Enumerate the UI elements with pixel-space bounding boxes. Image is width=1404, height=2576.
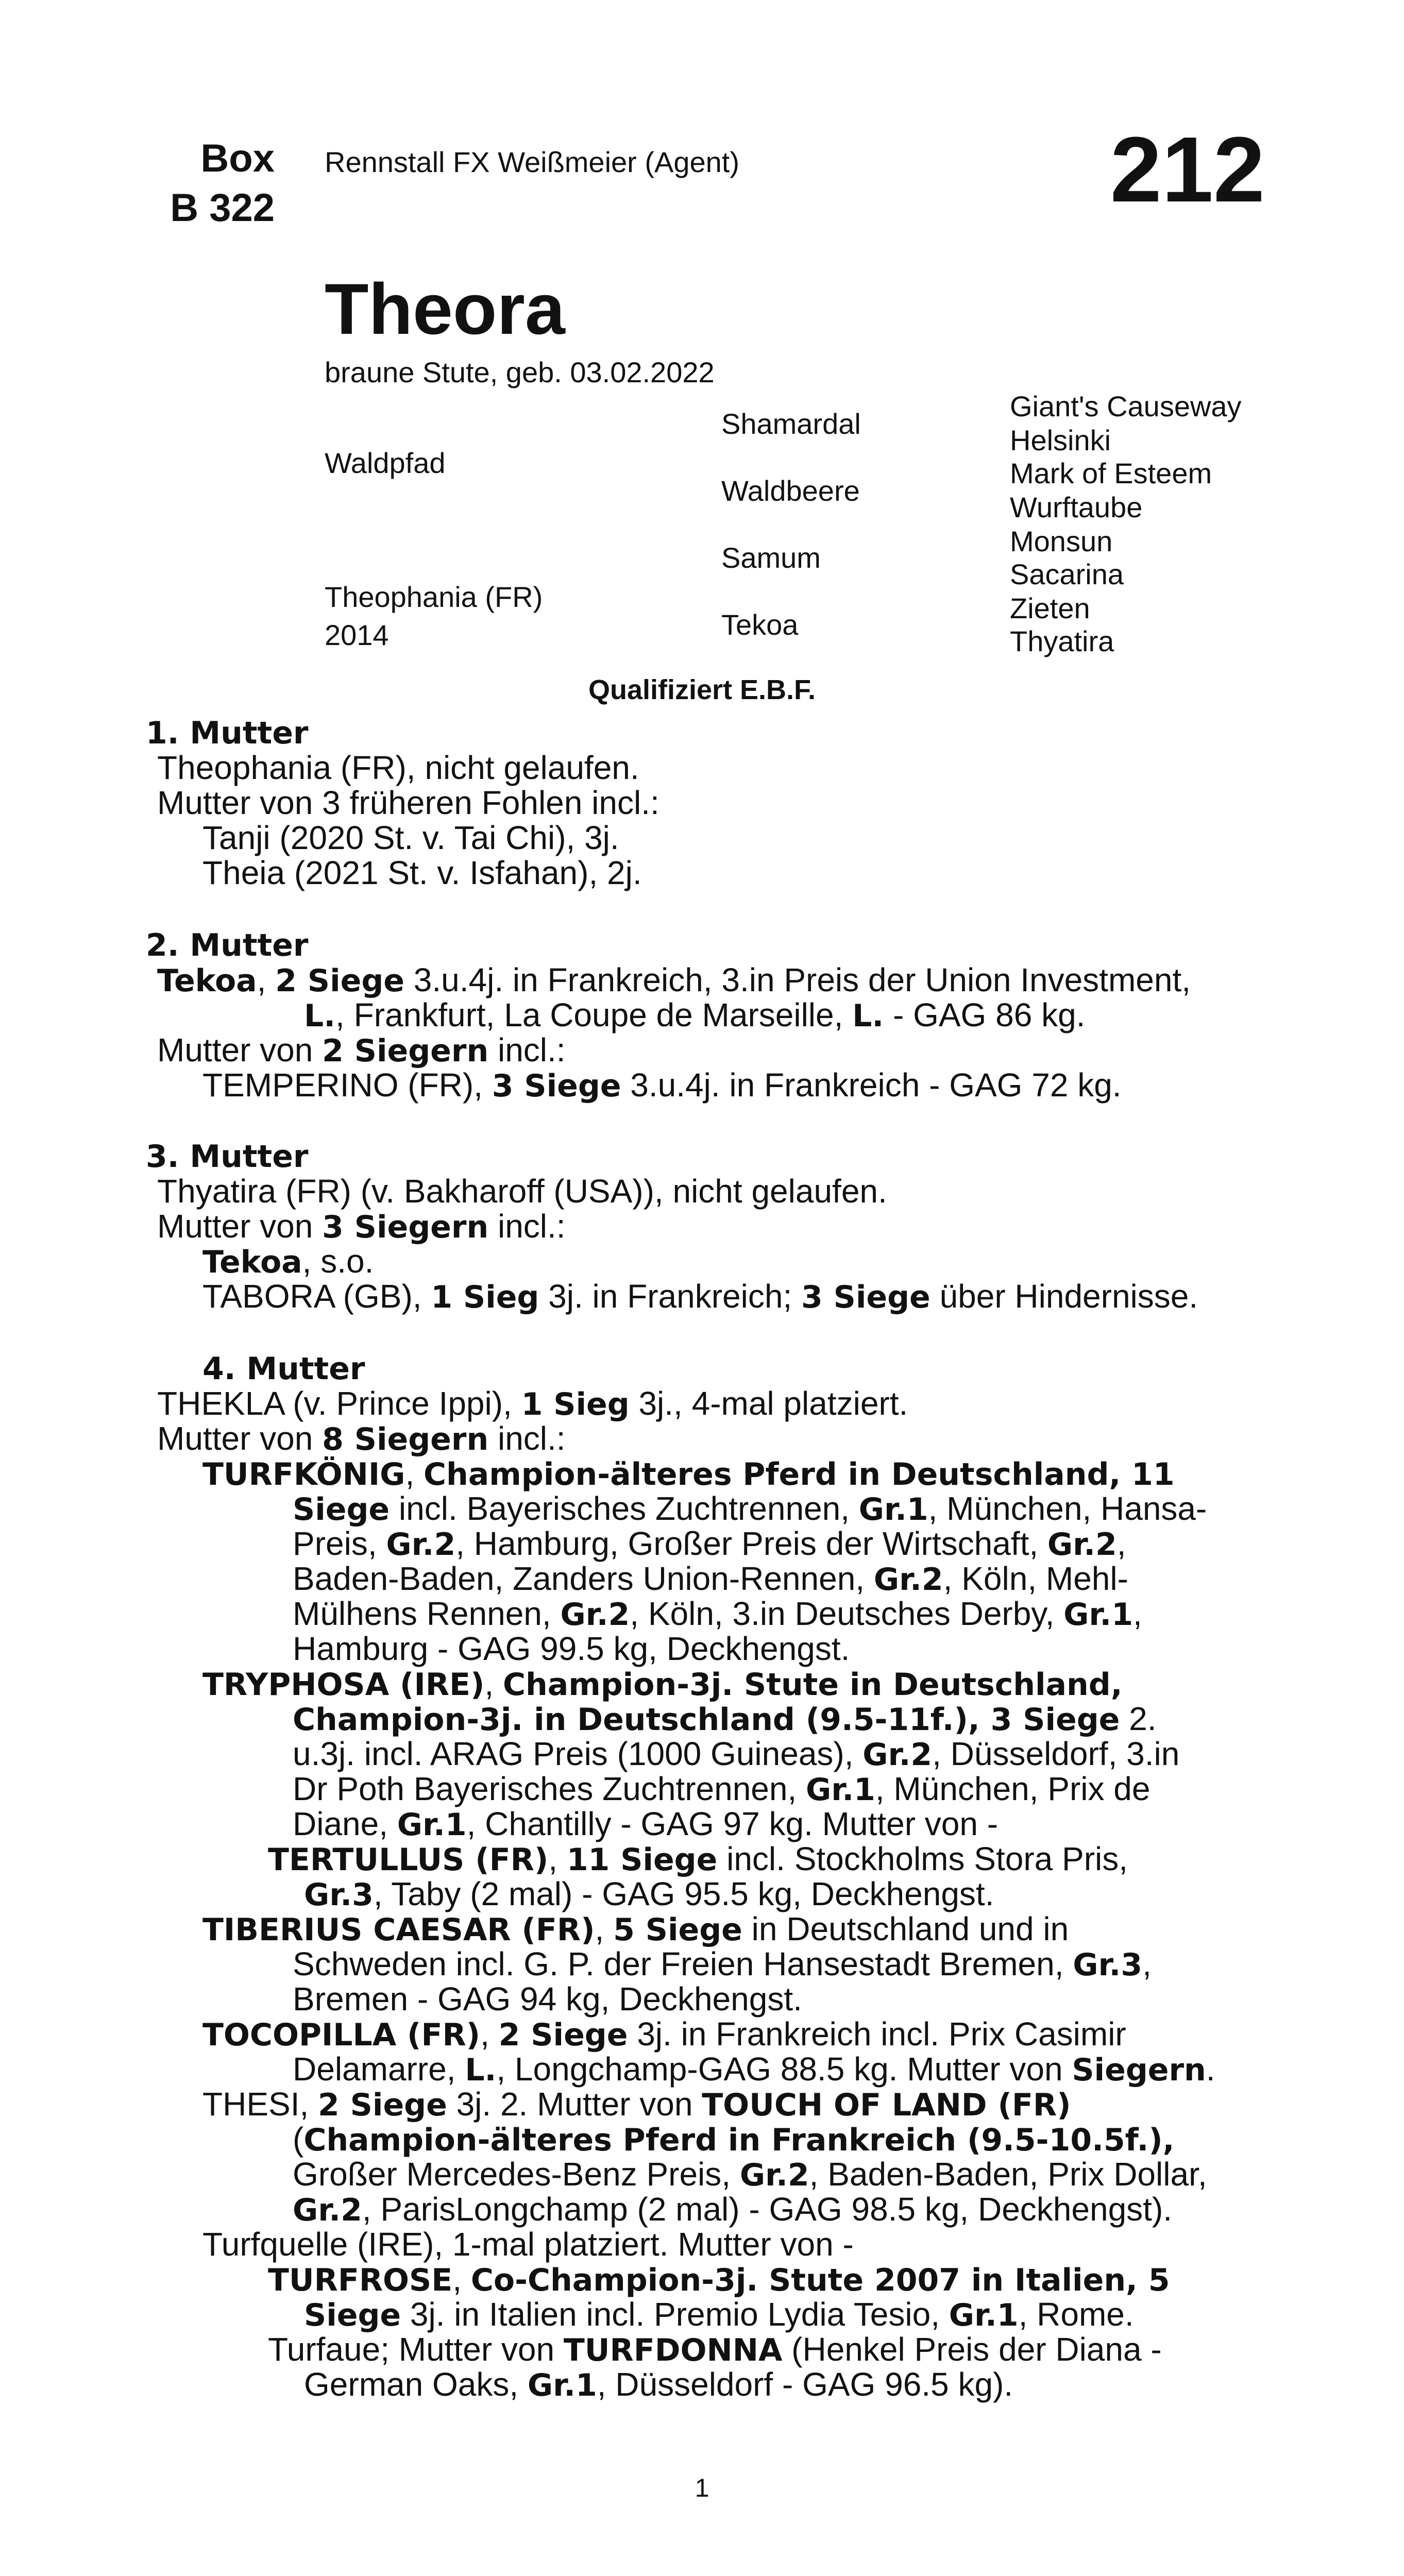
- entry-line: [304, 1876, 994, 1912]
- grade-bold: Gr.2: [1047, 1527, 1117, 1563]
- box-number: B 322: [170, 186, 275, 230]
- title-bold: Champion-3j. in Deutschland (9.5-11f.), 3 Siege: [293, 1702, 1120, 1738]
- text: über Hindernisse.: [930, 1278, 1198, 1315]
- entry-line: [268, 1841, 1128, 1877]
- section-title: 1. Mutter: [146, 715, 309, 751]
- text: Mutter von: [157, 1420, 323, 1457]
- text: incl.:: [488, 1420, 566, 1457]
- wins-bold: 1 Sieg: [521, 1386, 630, 1422]
- text: THEKLA (v. Prince Ippi),: [157, 1385, 521, 1422]
- horse-name-bold: TERTULLUS (FR): [268, 1842, 549, 1878]
- grade-bold: L.: [852, 998, 884, 1034]
- text: u.3j. incl. ARAG Preis (1000 Guineas),: [293, 1735, 863, 1772]
- pedigree-dam-year: 2014: [325, 619, 389, 651]
- entry-line: [293, 1491, 1207, 1527]
- entry-line: [202, 1456, 1175, 1492]
- entry-line: [293, 1526, 1126, 1562]
- text: , Frankfurt, La Coupe de Marseille,: [335, 996, 853, 1033]
- dam-line: Theophania (FR), nicht gelaufen.: [157, 749, 639, 786]
- dam-line: [157, 1209, 566, 1245]
- text: Delamarre,: [293, 2050, 465, 2088]
- text: , Baden-Baden, Prix Dollar,: [809, 2156, 1207, 2193]
- grade-bold: Gr.2: [560, 1597, 630, 1633]
- pedigree-grandparent: Samum: [721, 541, 821, 574]
- text: TEMPERINO (FR),: [202, 1066, 492, 1104]
- entry-line: Bremen - GAG 94 kg, Deckhengst.: [293, 1980, 802, 2018]
- entry-line: [293, 2122, 1174, 2158]
- winners-bold: 2 Siegern: [322, 1033, 489, 1069]
- horse-name: Theora: [325, 268, 565, 349]
- text: Mutter von: [157, 1031, 323, 1069]
- text: 3j., 4-mal platziert.: [629, 1385, 908, 1422]
- text: , Düsseldorf, 3.in: [932, 1735, 1180, 1772]
- text: incl. Bayerisches Zuchtrennen,: [390, 1490, 859, 1527]
- text: 3j. 2. Mutter von: [447, 2086, 702, 2123]
- wins-bold: 5 Siege: [613, 1912, 742, 1948]
- grade-bold: Gr.3: [1073, 1947, 1143, 1983]
- text: 3j. in Frankreich;: [539, 1278, 801, 1315]
- entry-line: [202, 2087, 1071, 2123]
- horse-name-bold: TURFROSE: [268, 2262, 453, 2298]
- text: , München, Prix de: [875, 1770, 1151, 1807]
- text: 3j. in Frankreich incl. Prix Casimir: [628, 2015, 1126, 2053]
- grade-bold: L.: [304, 998, 336, 1034]
- text: 3j. in Italien incl. Premio Lydia Tesio,: [401, 2296, 949, 2333]
- text: Turfaue; Mutter von: [268, 2331, 564, 2368]
- grade-bold: Gr.2: [293, 2192, 362, 2228]
- horse-description: braune Stute, geb. 03.02.2022: [325, 356, 715, 388]
- text: , Chantilly - GAG 97 kg. Mutter von -: [466, 1805, 999, 1842]
- grade-bold: Gr.2: [862, 1737, 933, 1773]
- pedigree-great-grandparent: Wurftaube: [1010, 491, 1143, 523]
- dam-line: [304, 997, 1085, 1033]
- entry-line: [293, 1561, 1128, 1597]
- horse-name-bold: TOCOPILLA (FR): [202, 2017, 481, 2053]
- winners-bold: Siegern: [1072, 2052, 1206, 2088]
- text: ,: [548, 1840, 567, 1877]
- title-bold: Champion-3j. Stute in Deutschland,: [502, 1667, 1123, 1703]
- text: incl. Stockholms Stora Pris,: [717, 1840, 1128, 1877]
- text: 3.u.4j. in Frankreich - GAG 72 kg.: [621, 1066, 1122, 1104]
- text: Schweden incl. G. P. der Freien Hansestadt Bremen,: [293, 1945, 1073, 1982]
- text: Großer Mercedes-Benz Preis,: [293, 2156, 740, 2193]
- section-title: 2. Mutter: [146, 927, 309, 963]
- text: Baden-Baden, Zanders Union-Rennen,: [293, 1560, 874, 1597]
- horse-name-bold: Tekoa: [157, 963, 257, 999]
- text: , München, Hansa-: [928, 1490, 1207, 1527]
- wins-bold: 3 Siege: [801, 1279, 931, 1315]
- text: ,: [480, 2015, 499, 2053]
- winners-bold: 3 Siegern: [322, 1209, 489, 1245]
- grade-bold: L.: [465, 2052, 497, 2088]
- grade-bold: Gr.1: [397, 1807, 467, 1843]
- entry-line: [268, 2262, 1170, 2298]
- text: , Rome.: [1018, 2296, 1134, 2333]
- entry-line: [293, 1596, 1142, 1632]
- entry-line: [304, 2297, 1134, 2333]
- grade-bold: Gr.1: [858, 1492, 928, 1528]
- pedigree-grandparent: Waldbeere: [721, 474, 860, 507]
- entry-line: [268, 2332, 1162, 2368]
- entry-line: [304, 2367, 1013, 2403]
- wins-bold: 3 Siege: [492, 1068, 621, 1104]
- grade-bold: Gr.2: [386, 1527, 456, 1563]
- text: ,: [405, 1455, 424, 1492]
- grade-bold: Gr.2: [873, 1562, 943, 1598]
- text: incl.:: [488, 1031, 566, 1069]
- text: ,: [484, 1665, 503, 1702]
- horse-name-bold: TIBERIUS CAESAR (FR): [202, 1912, 595, 1948]
- dam-line: [157, 962, 1191, 998]
- wins-bold: Siege: [293, 1492, 390, 1528]
- entry-line: [293, 1946, 1152, 1982]
- wins-bold: Siege: [304, 2297, 401, 2333]
- dam-line: [157, 1386, 908, 1422]
- text: 2.: [1120, 1700, 1157, 1737]
- text: THESI,: [202, 2086, 318, 2123]
- entry-line: [293, 2052, 1215, 2088]
- text: , Longchamp-GAG 88.5 kg. Mutter von: [496, 2050, 1072, 2088]
- box-label-block: [146, 134, 275, 233]
- pedigree-great-grandparent: Zieten: [1010, 592, 1090, 624]
- text: Preis,: [293, 1525, 386, 1562]
- dam-line: Thyatira (FR) (v. Bakharoff (USA)), nicht gelaufen.: [157, 1173, 887, 1210]
- entry-line: [293, 1771, 1150, 1807]
- foal-line: Theia (2021 St. v. Isfahan), 2j.: [202, 854, 642, 891]
- lot-number: 212: [1110, 118, 1265, 222]
- pedigree-sire: Waldpfad: [325, 447, 446, 479]
- entry-line: [293, 1806, 998, 1842]
- dam-line: [202, 1067, 1122, 1104]
- text: , Hamburg, Großer Preis der Wirtschaft,: [455, 1525, 1047, 1562]
- dam-line: Mutter von 3 früheren Fohlen incl.:: [157, 784, 659, 821]
- grade-bold: Gr.1: [1063, 1597, 1133, 1633]
- text: ,: [452, 2261, 471, 2298]
- dam-line: [202, 1279, 1198, 1315]
- pedigree-grandparent: Tekoa: [721, 608, 799, 641]
- wins-bold: 2 Siege: [275, 963, 404, 999]
- text: incl.:: [488, 1208, 566, 1245]
- pedigree-great-grandparent: Mark of Esteem: [1010, 457, 1212, 489]
- text: , Taby (2 mal) - GAG 95.5 kg, Deckhengst.: [373, 1875, 994, 1912]
- text: TABORA (GB),: [202, 1278, 431, 1315]
- page-number: 1: [695, 2473, 709, 2502]
- title-bold: Champion-älteres Pferd in Frankreich (9.5-10.5f.),: [303, 2122, 1175, 2158]
- entry-line: [293, 2157, 1207, 2193]
- text: , Köln, Mehl-: [943, 1560, 1128, 1597]
- entry-line: [293, 1701, 1157, 1737]
- pedigree-great-grandparent: Sacarina: [1010, 558, 1124, 590]
- text: , Düsseldorf - GAG 96.5 kg).: [597, 2366, 1013, 2403]
- foal-line: Tanji (2020 St. v. Tai Chi), 3j.: [202, 819, 619, 856]
- stable-name: Rennstall FX Weißmeier (Agent): [325, 146, 739, 178]
- text: Mutter von: [157, 1208, 323, 1245]
- text: 3.u.4j. in Frankreich, 3.in Preis der Union Investment,: [404, 961, 1191, 998]
- title-bold: Co-Champion-3j. Stute 2007 in Italien, 5: [470, 2262, 1170, 2298]
- grade-bold: Gr.1: [949, 2297, 1019, 2333]
- dam-line: [157, 1421, 566, 1457]
- pedigree-great-grandparent: Monsun: [1010, 525, 1113, 557]
- text: - GAG 86 kg.: [884, 996, 1086, 1033]
- text: Diane,: [293, 1805, 397, 1842]
- grade-bold: Gr.2: [739, 2157, 809, 2193]
- text: ,: [1132, 1595, 1142, 1632]
- horse-name-bold: Tekoa: [202, 1244, 302, 1280]
- text: in Deutschland und in: [742, 1910, 1069, 1947]
- entry-line: [202, 1911, 1069, 1947]
- box-label: Box: [200, 137, 275, 180]
- entry-line: Hamburg - GAG 99.5 kg, Deckhengst.: [293, 1630, 850, 1667]
- horse-name-bold: TURFKÖNIG: [202, 1456, 405, 1493]
- horse-name-bold: TRYPHOSA (IRE): [202, 1667, 485, 1703]
- winners-bold: 8 Siegern: [322, 1421, 489, 1458]
- dam-line: [202, 1244, 374, 1280]
- section-title: 3. Mutter: [146, 1139, 309, 1175]
- text: German Oaks,: [304, 2366, 528, 2403]
- section-title: 4. Mutter: [202, 1351, 365, 1387]
- pedigree-great-grandparent: Thyatira: [1010, 625, 1114, 657]
- pedigree-great-grandparent: Helsinki: [1010, 424, 1111, 456]
- text: ,: [1142, 1945, 1152, 1982]
- horse-name-bold: TOUCH OF LAND (FR): [702, 2087, 1071, 2123]
- wins-bold: 2 Siege: [498, 2017, 628, 2053]
- pedigree-great-grandparent: Giant's Causeway: [1010, 390, 1242, 422]
- grade-bold: Gr.1: [527, 2367, 597, 2403]
- entry-line: [202, 2016, 1126, 2053]
- wins-bold: 11 Siege: [566, 1842, 718, 1878]
- dam-line: [157, 1032, 566, 1069]
- text: Dr Poth Bayerisches Zuchtrennen,: [293, 1770, 806, 1807]
- text: ,: [595, 1910, 614, 1947]
- wins-bold: 1 Sieg: [431, 1279, 539, 1315]
- text: , ParisLongchamp (2 mal) - GAG 98.5 kg, Deckhengst).: [362, 2191, 1173, 2228]
- text: , Köln, 3.in Deutsches Derby,: [630, 1595, 1064, 1632]
- text: .: [1206, 2050, 1215, 2088]
- pedigree-grandparent: Shamardal: [721, 408, 861, 440]
- text: (: [293, 2121, 304, 2158]
- text: (Henkel Preis der Diana -: [782, 2331, 1162, 2368]
- grade-bold: Gr.1: [806, 1772, 875, 1808]
- qualification-note: Qualifiziert E.B.F.: [588, 674, 816, 705]
- text: ,: [1117, 1525, 1126, 1562]
- entry-line: [293, 2192, 1172, 2228]
- entry-line: [293, 1736, 1179, 1772]
- text: ,: [257, 961, 276, 998]
- horse-name-bold: TURFDONNA: [563, 2332, 783, 2368]
- entry-line: [202, 1666, 1123, 1702]
- text: Mülhens Rennen,: [293, 1595, 561, 1632]
- title-bold: Champion-älteres Pferd in Deutschland, 11: [424, 1456, 1175, 1493]
- offspring-entry: Turfquelle (IRE), 1-mal platziert. Mutter von -: [202, 2226, 854, 2263]
- pedigree-dam: Theophania (FR): [325, 581, 543, 613]
- grade-bold: Gr.3: [304, 1877, 374, 1913]
- wins-bold: 2 Siege: [318, 2087, 447, 2123]
- text: , s.o.: [302, 1243, 374, 1280]
